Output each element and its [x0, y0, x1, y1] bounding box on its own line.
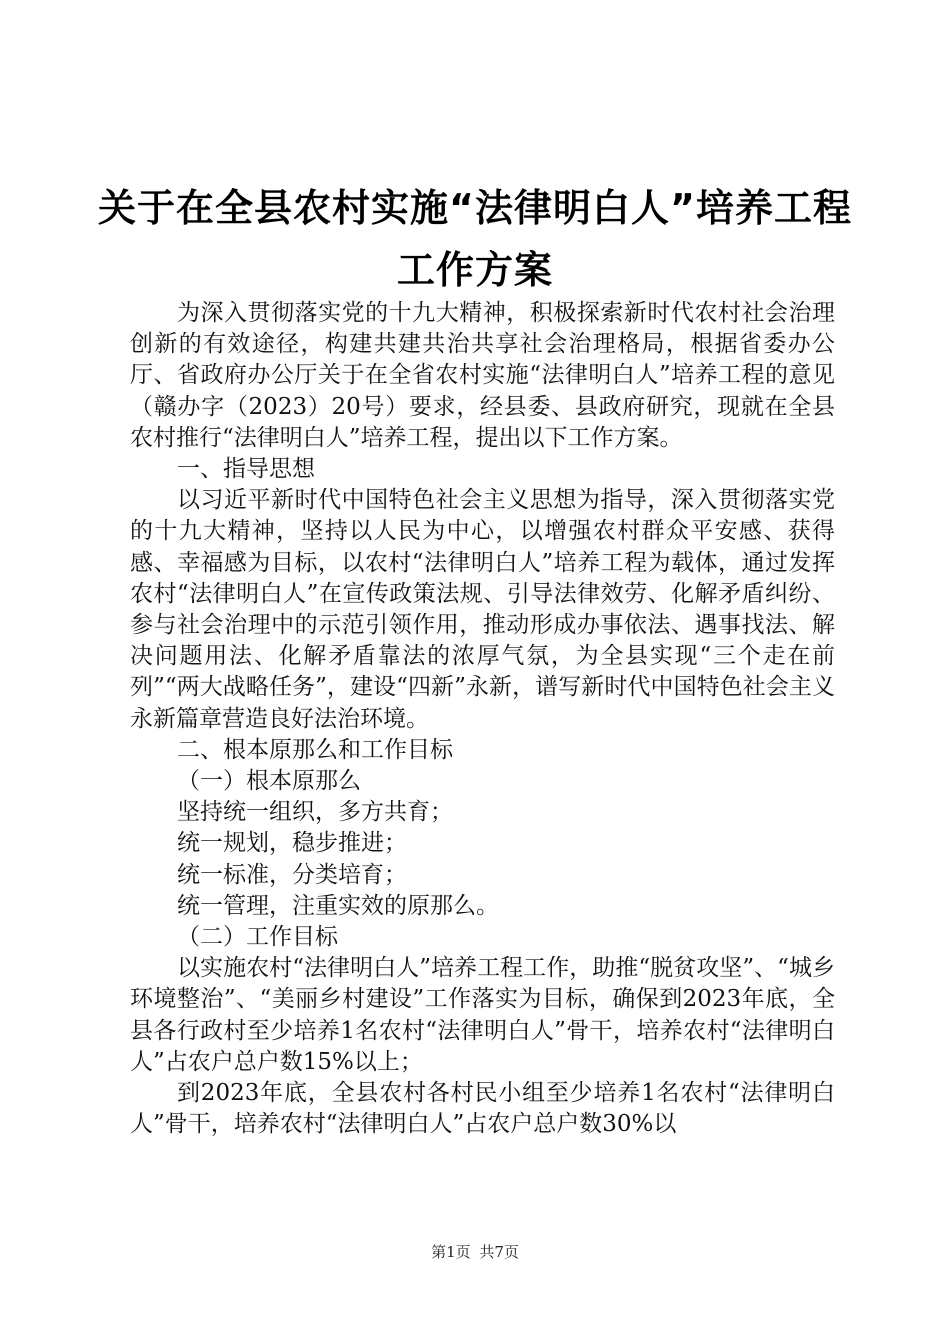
intro-paragraph: 为深入贯彻落实党的十九大精神，积极探索新时代农村社会治理创新的有效途径，构建共建共治共享社会治理格局，根据省委办公厅、省政府办公厅关于在全省农村实施“法律明白人”培养工程的意见（赣办字（2023）20号）要求，经县委、县政府研究，现就在全县农村推行“法律明白人”培养工程，提出以下工作方案。 [130, 300, 835, 451]
principle-item: 坚持统一组织，多方共育； [177, 799, 453, 826]
work-goals-paragraph-2: 到2023年底，全县农村各村民小组至少培养1名农村“法律明白人”骨干，培养农村“法律明白人”占农户总户数30%以 [130, 1080, 835, 1138]
page-footer [0, 1242, 950, 1262]
document-title-line-2: 工作方案 [396, 248, 553, 292]
principle-item: 统一标准，分类培育； [177, 861, 407, 888]
subheading-work-goals: （二）工作目标 [177, 924, 338, 951]
document-body [130, 298, 835, 1140]
section-heading-guiding-ideology: 一、指导思想 [177, 456, 315, 483]
page-number: 第1页 [431, 1243, 471, 1261]
subheading-basic-principles: （一）根本原那么 [177, 768, 361, 795]
principle-item: 统一管理，注重实效的原那么。 [177, 892, 499, 919]
guiding-ideology-paragraph: 以习近平新时代中国特色社会主义思想为指导，深入贯彻落实党的十九大精神，坚持以人民为中心，以增强农村群众平安感、获得感、幸福感为目标，以农村“法律明白人”培养工程为载体，通过发挥农村“法律明白人”在宣传政策法规、引导法律效劳、化解矛盾纠纷、参与社会治理中的示范引领作用，推动形成办事依法、遇事找法、解决问题用法、化解矛盾靠法的浓厚气氛，为全县实现“三个走在前列”“两大战略任务”，建设“四新”永新，谱写新时代中国特色社会主义永新篇章营造良好法治环境。 [130, 487, 835, 732]
document-title-line-1: 关于在全县农村实施“法律明白人”培养工程 [98, 186, 852, 230]
principle-item: 统一规划，稳步推进； [177, 830, 407, 857]
page-total: 共7页 [479, 1243, 519, 1261]
work-goals-paragraph: 以实施农村“法律明白人”培养工程工作，助推“脱贫攻坚”、“城乡环境整治”、“美丽乡村建设”工作落实为目标，确保到2023年底，全县各行政村至少培养1名农村“法律明白人”骨干，培养农村“法律明白人”占农户总户数15%以上； [130, 955, 835, 1075]
section-heading-principles-goals: 二、根本原那么和工作目标 [177, 736, 453, 763]
